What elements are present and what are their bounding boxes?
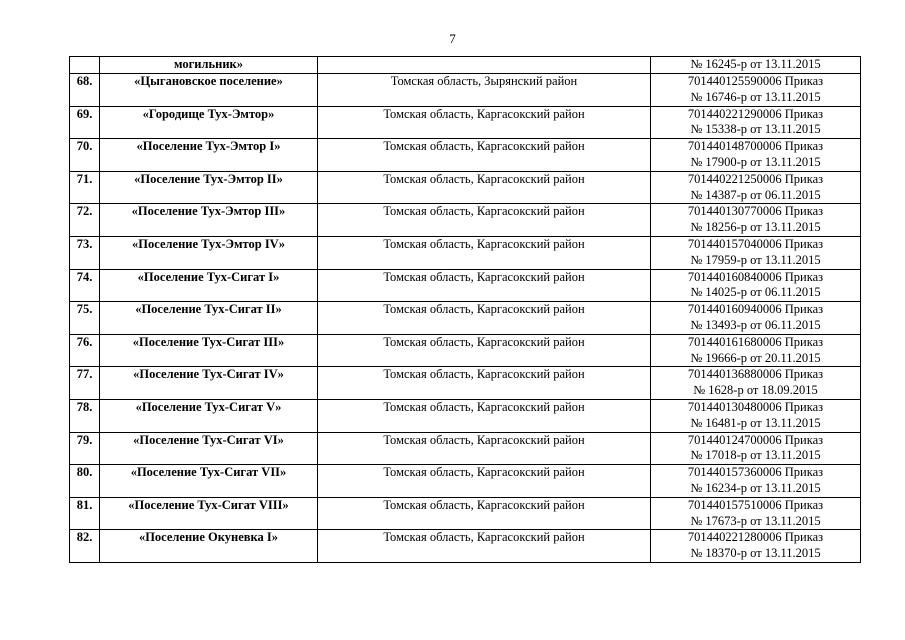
table-row [70,236,861,269]
site-name: могильник» [100,57,318,74]
registration-info [651,530,861,563]
table-row-continued [70,57,861,74]
registration-number: 701440160940006 Приказ [687,302,824,317]
site-name: «Поселение Тух-Сигат VII» [100,465,318,498]
registration-number: 701440130480006 Приказ [687,399,824,414]
registration-number: 701440157510006 Приказ [687,497,824,512]
table-row [70,204,861,237]
site-location: Томская область, Каргасокский район [318,399,651,432]
registration-info [651,171,861,204]
site-location [318,57,651,74]
order-reference: № 1628-р от 18.09.2015 [693,383,818,398]
site-name: «Поселение Тух-Эмтор III» [100,204,318,237]
order-reference: № 14387-р от 06.11.2015 [690,187,821,202]
row-number: 76. [70,334,100,367]
registration-number: 701440221290006 Приказ [687,106,824,121]
registration-info [651,236,861,269]
site-name: «Поселение Тух-Эмтор IV» [100,236,318,269]
registration-number: 701440157040006 Приказ [687,236,824,251]
registration-info [651,334,861,367]
row-number [70,57,100,74]
order-reference: № 18370-р от 13.11.2015 [690,546,821,561]
row-number: 81. [70,497,100,530]
page-number: 7 [449,31,456,46]
row-number: 82. [70,530,100,563]
order-reference: № 17673-р от 13.11.2015 [690,513,821,528]
site-location: Томская область, Каргасокский район [318,497,651,530]
order-reference: № 16234-р от 13.11.2015 [690,480,821,495]
table-row [70,269,861,302]
table-row [70,74,861,107]
table-row [70,139,861,172]
table-row [70,171,861,204]
site-location: Томская область, Каргасокский район [318,106,651,139]
registration-info [651,74,861,107]
order-reference: № 17959-р от 13.11.2015 [690,252,821,267]
registration-info [651,432,861,465]
order-reference: № 19666-р от 20.11.2015 [690,350,821,365]
order-reference: № 17018-р от 13.11.2015 [690,448,821,463]
registration-info [651,302,861,335]
site-location: Томская область, Каргасокский район [318,139,651,172]
row-number: 78. [70,399,100,432]
site-name: «Цыгановское поселение» [100,74,318,107]
site-location: Томская область, Каргасокский район [318,236,651,269]
row-number: 71. [70,171,100,204]
site-location: Томская область, Каргасокский район [318,334,651,367]
site-name: «Поселение Тух-Сигат VI» [100,432,318,465]
site-name: «Поселение Тух-Сигат II» [100,302,318,335]
registration-number: 701440136880006 Приказ [687,367,824,382]
table-row [70,367,861,400]
registration-info [651,399,861,432]
site-name: «Поселение Тух-Сигат V» [100,399,318,432]
site-location: Томская область, Каргасокский район [318,269,651,302]
site-name: «Поселение Тух-Эмтор I» [100,139,318,172]
order-reference: № 17900-р от 13.11.2015 [690,154,821,169]
order-reference: № 14025-р от 06.11.2015 [690,285,821,300]
registration-info [651,465,861,498]
site-location: Томская область, Каргасокский район [318,530,651,563]
table-row [70,465,861,498]
site-location: Томская область, Зырянский район [318,74,651,107]
site-name: «Поселение Тух-Сигат III» [100,334,318,367]
order-reference: № 16746-р от 13.11.2015 [690,89,821,104]
heritage-registry-table [69,56,861,563]
order-reference: № 13493-р от 06.11.2015 [690,317,821,332]
registration-number: 701440125590006 Приказ [687,74,824,88]
row-number: 77. [70,367,100,400]
row-number: 72. [70,204,100,237]
site-location: Томская область, Каргасокский район [318,432,651,465]
table-row [70,334,861,367]
row-number: 68. [70,74,100,107]
row-number: 75. [70,302,100,335]
registration-number: 701440160840006 Приказ [687,269,824,284]
site-name: «Поселение Окуневка I» [100,530,318,563]
registration-info [651,139,861,172]
row-number: 74. [70,269,100,302]
row-number: 70. [70,139,100,172]
site-name: «Поселение Тух-Эмтор II» [100,171,318,204]
registration-number: 701440161680006 Приказ [687,334,824,349]
registration-number: 701440124700006 Приказ [687,432,824,447]
table-row [70,497,861,530]
site-location: Томская область, Каргасокский район [318,204,651,237]
registration-info [651,497,861,530]
site-name: «Поселение Тух-Сигат I» [100,269,318,302]
registration-info [651,367,861,400]
site-name: «Городище Тух-Эмтор» [100,106,318,139]
table-row [70,302,861,335]
row-number: 73. [70,236,100,269]
row-number: 80. [70,465,100,498]
site-location: Томская область, Каргасокский район [318,302,651,335]
table-row [70,399,861,432]
registration-info [651,204,861,237]
row-number: 69. [70,106,100,139]
registration-number: 701440148700006 Приказ [687,139,824,154]
site-location: Томская область, Каргасокский район [318,465,651,498]
order-reference: № 18256-р от 13.11.2015 [690,220,821,235]
site-name: «Поселение Тух-Сигат IV» [100,367,318,400]
order-reference: № 16481-р от 13.11.2015 [690,415,821,430]
registration-number: 701440130770006 Приказ [687,204,824,219]
site-location: Томская область, Каргасокский район [318,171,651,204]
registration-info [651,269,861,302]
registration-number: 701440221280006 Приказ [687,530,824,545]
table-row [70,530,861,563]
row-number: 79. [70,432,100,465]
registration-number: 701440157360006 Приказ [687,465,824,480]
table-row [70,432,861,465]
registration-number: 701440221250006 Приказ [687,171,824,186]
registration-info: № 16245-р от 13.11.2015 [651,57,861,74]
order-reference: № 15338-р от 13.11.2015 [690,122,821,137]
site-location: Томская область, Каргасокский район [318,367,651,400]
table-row [70,106,861,139]
registration-info [651,106,861,139]
site-name: «Поселение Тух-Сигат VIII» [100,497,318,530]
